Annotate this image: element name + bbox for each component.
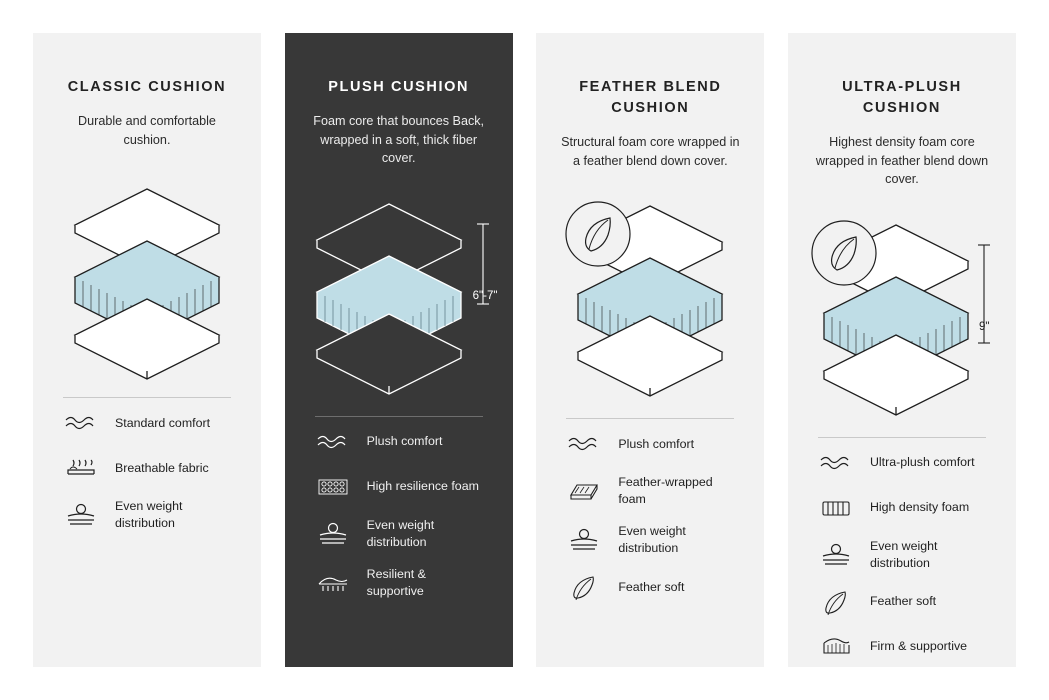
card-subtitle: Durable and comfortable cushion. <box>78 114 216 147</box>
list-item <box>564 429 736 459</box>
list-item <box>816 632 988 662</box>
list-item-label: Even weight distribution <box>869 538 938 570</box>
list-item-label: Feather-wrapped foam <box>618 475 713 506</box>
card-subtitle: Foam core that bounces Back, wrapped in a soft, thick fiber cover. <box>313 114 485 165</box>
even-weight-distribution-icon <box>313 519 353 549</box>
card-subtitle: Highest density foam core wrapped in feather blend down cover. <box>815 135 989 186</box>
list-item-label: High resilience foam <box>366 479 479 493</box>
card-classic-cushion <box>33 33 261 667</box>
card-subtitle: Structural foam core wrapped in a feather blend down cover. <box>561 135 740 168</box>
page-title: PLUSH CUSHION <box>328 79 470 95</box>
list-item-label: Resilient & supportive <box>366 566 426 598</box>
list-item <box>816 493 988 523</box>
feature-list <box>788 448 1016 662</box>
list-item-label: Even weight distribution <box>366 517 435 549</box>
feather-wrapped-foam-icon <box>564 476 604 506</box>
cushion-layer-illustration <box>788 203 1016 431</box>
cushion-layer-illustration <box>285 182 513 410</box>
honeycomb-foam-icon <box>313 472 353 502</box>
leaf-badge-icon <box>566 202 630 266</box>
cushion-layer-illustration <box>33 163 261 391</box>
leaf-icon <box>564 572 604 602</box>
list-item-label: Plush comfort <box>366 434 443 448</box>
divider <box>566 418 734 419</box>
list-item-label: Standard comfort <box>115 415 211 430</box>
list-item <box>816 538 988 572</box>
divider <box>818 437 986 438</box>
feature-list <box>285 427 513 600</box>
page-title: ULTRA-PLUSH CUSHION <box>842 79 962 116</box>
page-title: FEATHER BLEND CUSHION <box>579 79 722 116</box>
list-item <box>61 498 233 532</box>
page-title: CLASSIC CUSHION <box>67 79 227 95</box>
card-plush-cushion <box>285 33 513 667</box>
list-item <box>313 427 485 457</box>
list-item <box>313 566 485 600</box>
leaf-icon <box>816 587 856 617</box>
breathable-fabric-icon <box>61 453 101 483</box>
card-ultra-plush-cushion <box>788 33 1016 667</box>
feature-list <box>33 408 261 532</box>
wave-lines-icon <box>61 408 101 438</box>
divider <box>315 416 483 417</box>
wave-lines-icon <box>564 429 604 459</box>
list-item-label: High density foam <box>869 500 970 514</box>
list-item <box>313 472 485 502</box>
card-feather-blend-cushion <box>536 33 764 667</box>
even-weight-distribution-icon <box>61 500 101 530</box>
list-item <box>564 523 736 557</box>
cushion-layer-illustration <box>536 184 764 412</box>
list-item-label: Feather soft <box>618 579 685 594</box>
list-item <box>564 572 736 602</box>
list-item <box>313 517 485 551</box>
list-item-label: Even weight distribution <box>115 499 183 530</box>
list-item-label: Breathable fabric <box>115 460 209 475</box>
wave-lines-icon <box>816 448 856 478</box>
list-item <box>816 448 988 478</box>
leaf-badge-icon <box>812 221 876 285</box>
list-item-label: Firm & supportive <box>869 639 968 653</box>
list-item-label: Plush comfort <box>618 436 695 451</box>
firm-support-icon <box>816 632 856 662</box>
high-density-foam-icon <box>816 493 856 523</box>
even-weight-distribution-icon <box>816 540 856 570</box>
wave-lines-icon <box>313 427 353 457</box>
list-item <box>816 587 988 617</box>
resilient-support-icon <box>313 568 353 598</box>
list-item-label: Feather soft <box>869 594 937 608</box>
list-item <box>61 408 233 438</box>
even-weight-distribution-icon <box>564 525 604 555</box>
feature-list <box>536 429 764 602</box>
divider <box>63 397 231 398</box>
list-item <box>61 453 233 483</box>
list-item-label: Even weight distribution <box>618 524 686 555</box>
list-item <box>564 474 736 508</box>
height-label: 9" <box>978 320 990 333</box>
list-item-label: Ultra-plush comfort <box>869 455 975 469</box>
height-label: 6"-7" <box>472 289 498 302</box>
